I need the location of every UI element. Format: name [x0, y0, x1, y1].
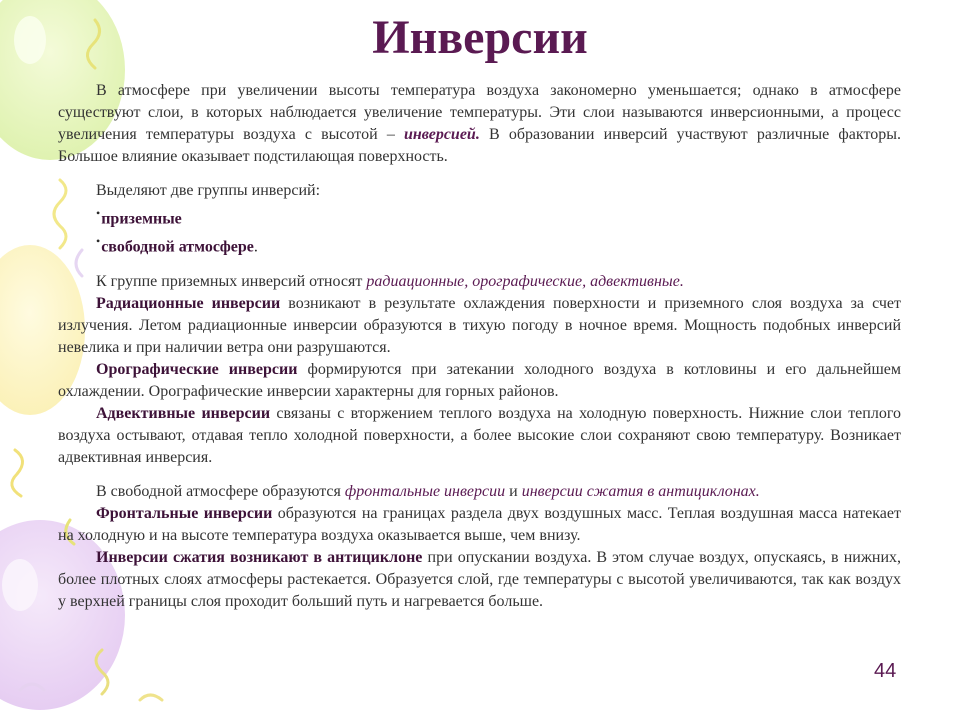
advective-term: Адвективные инверсии [96, 404, 271, 422]
compression-term: Инверсии сжатия возникают в антициклоне [96, 548, 423, 566]
free-intro-text: В свободной атмосфере образуются [96, 482, 345, 500]
surface-intro-text: К группе приземных инверсий относят [96, 272, 367, 290]
bullet-suffix: . [253, 238, 258, 256]
orographic-paragraph [58, 359, 901, 403]
bullet-label: свободной атмосфере [101, 238, 254, 256]
radiation-paragraph [58, 293, 901, 359]
frontal-italic: фронтальные инверсии [344, 482, 506, 500]
frontal-paragraph [58, 503, 901, 547]
bullet-dot-icon: • [96, 206, 101, 220]
groups-intro: Выделяют две группы инверсий: [96, 182, 321, 199]
frontal-term: Фронтальные инверсии [96, 504, 273, 522]
bullet-item-free-atmosphere [58, 230, 901, 258]
surface-types: радиационные, орографические, адвективные. [366, 272, 684, 290]
advective-paragraph [58, 403, 901, 469]
compression-italic: инверсии сжатия в антициклонах. [521, 482, 760, 500]
bullet-dot-icon: • [96, 234, 101, 249]
orographic-term: Орографические инверсии [96, 360, 298, 378]
radiation-text: возникают в результате охлаждения поверхности и приземного слоя воздуха за счет излучения. Летом радиационные инверсии образуются в тихую погоду в ночное время. Мощность подобных инверсий невелика и при наличии ветра они разрушаются. [58, 294, 902, 356]
intro-paragraph [58, 80, 901, 168]
slide-body [58, 80, 901, 613]
free-atmosphere-intro [58, 481, 901, 503]
intro-text-end: В образовании инверсий участвуют различные факторы. Большое влияние оказывает подстилающая поверхность. [58, 126, 901, 165]
free-and: и [505, 482, 522, 500]
frontal-text: образуются на границах раздела двух воздушных масс. Теплая воздушная масса натекает на холодную и на высоте температура воздуха оказывается выше, чем внизу. [58, 504, 901, 544]
slide-title: Инверсии [372, 11, 588, 64]
orographic-text: формируются при затекании холодного воздуха в котловины и его дальнейшем охлаждении. Орографические инверсии характерны для горных районов. [58, 360, 902, 400]
bullet-item-surface [58, 202, 901, 230]
page-number: 44 [874, 660, 897, 682]
inversion-term: инверсией. [403, 126, 480, 143]
advective-text: связаны с вторжением теплого воздуха на холодную поверхность. Нижние слои теплого воздуха остывают, отдавая тепло холодной поверхности, а более высокие слои сохраняют свою температуру. Возникает адвективная инверсия. [58, 404, 901, 466]
radiation-term: Радиационные инверсии [96, 294, 281, 312]
compression-text: при опускании воздуха. В этом случае воздух, опускаясь, в нижних, более плотных слоях атмосферы растекается. Образуется слой, где температуры с высотой увеличиваются, так как воздух у верхней границы слоя проходит больший путь и нагревается больше. [58, 548, 902, 610]
intro-text: В атмосфере при увеличении высоты температура воздуха закономерно уменьшается; однако в атмосфере существуют слои, в которых наблюдается увеличение температуры. Эти слои называются инверсионными, а процесс увеличения температуры воздуха с высотой – [58, 82, 901, 143]
bullet-label: приземные [101, 210, 182, 228]
surface-intro [58, 271, 901, 293]
compression-paragraph [58, 547, 901, 613]
